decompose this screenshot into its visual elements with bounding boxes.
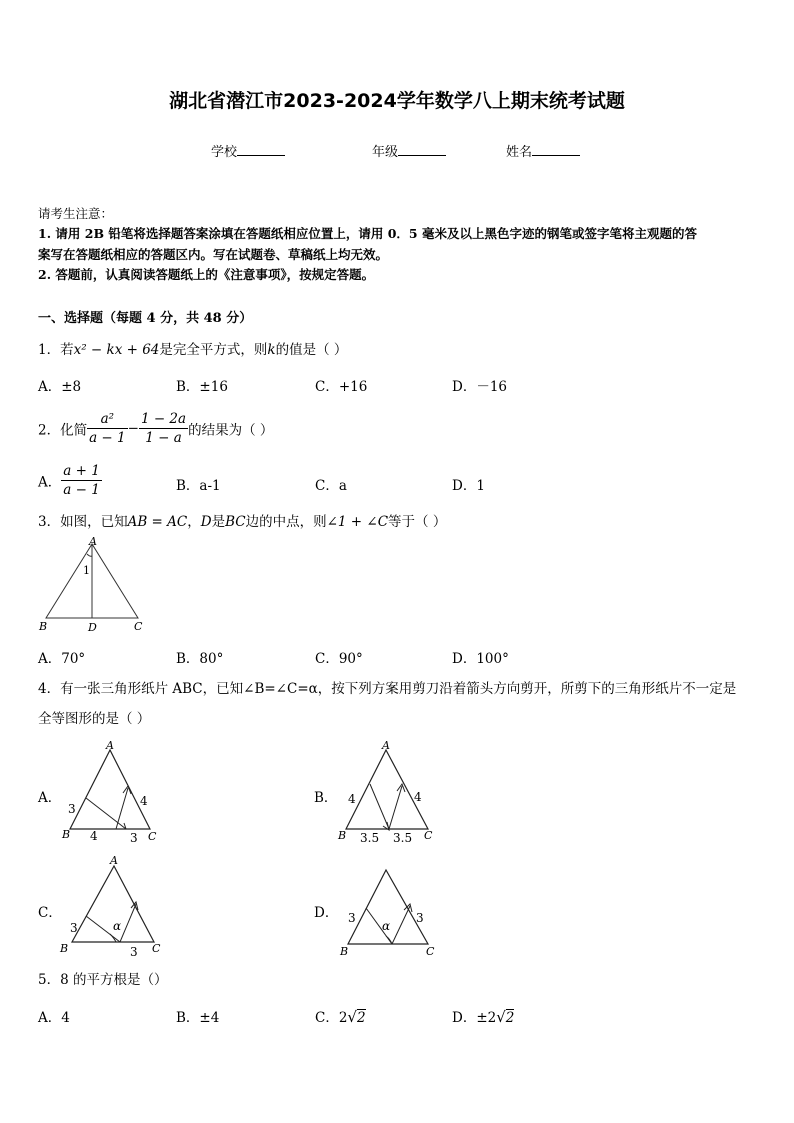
notice-line-2: 2. 答题前，认真阅读答题纸上的《注意事项》，按规定答题。 [38,267,375,282]
svg-text:3: 3 [416,911,424,925]
svg-text:C: C [152,942,161,955]
q4-figure-d [334,860,444,960]
svg-text:A: A [106,739,114,752]
sqrt-icon: √ [496,1008,506,1026]
notice-line-1a: 1. 请用 2B 铅笔将选择题答案涂填在答题纸相应位置上，请用 0．5 毫米及以上黑色字迹的钢笔或签字笔将主观题的答 [38,226,697,241]
svg-text:3: 3 [130,831,138,844]
q3-label-1: 1 [83,564,90,577]
question-5: 5．8 的平方根是（） [38,972,168,988]
svg-text:4: 4 [90,829,98,843]
notice-line-1b: 案写在答题纸相应的答题区内。写在试题卷、草稿纸上均无效。 [38,247,389,262]
question-4-line-1: 4．有一张三角形纸片 ABC，已知∠B=∠C=α，按下列方案用剪刀沿着箭头方向剪开，所剪下的三角形纸片不一定是 [38,681,737,697]
svg-text:B: B [60,942,69,955]
q3-label-d: D [88,621,97,634]
q5-option-a: A．4 [38,1010,70,1026]
question-2: 2．化简 $\frac{\text{a²}}{a - 1}$ − $\frac{1 - 2a}{1 - a}$ 的结果为（ ） [38,411,274,446]
svg-text:B: B [340,945,349,958]
question-4-line-2: 全等图形的是（ ） [38,711,151,727]
question-1: 1．若x² − kx + 64是完全平方式，则k的值是（ ） [38,342,348,358]
svg-text:A: A [110,854,118,867]
svg-text:3.5: 3.5 [360,831,380,844]
q3-label-a: A [89,535,97,548]
svg-text:4: 4 [414,790,422,804]
school-field: 学校 [211,141,285,160]
section-heading: 一、选择题（每题 4 分，共 48 分） [38,311,253,326]
svg-text:α: α [382,919,391,933]
svg-text:A: A [382,739,390,752]
q4-figure-c [58,852,168,958]
svg-text:4: 4 [140,794,148,808]
q3-label-b: B [39,620,48,633]
svg-text:3: 3 [130,945,138,958]
sqrt-icon: √ [347,1008,357,1026]
q1-option-b: B．±16 [176,379,228,395]
grade-field: 年级 [372,141,446,160]
q4-option-a-label: A． [38,790,62,806]
svg-text:4: 4 [348,792,356,806]
q4-figure-b [334,738,444,844]
q3-option-a: A．70° [38,651,86,667]
svg-text:3: 3 [348,911,356,925]
q2-option-a: A． $\frac{a + 1}{a - 1}$ [38,463,100,498]
q5-option-c: C．2√2 [315,1008,366,1026]
q4-option-c-label: C． [38,905,62,921]
q5-option-d: D．±2√2 [452,1008,515,1026]
notice-heading: 请考生注意： [38,206,114,221]
svg-text:C: C [148,830,157,843]
q3-option-c: C．90° [315,651,363,667]
q3-label-c: C [134,620,143,633]
q4-figure-a [58,738,168,844]
q2-fraction-1: $\frac{\text{a²}}{a - 1}$ [89,411,126,446]
q3-option-b: B．80° [176,651,224,667]
svg-text:B: B [338,829,347,842]
q1-option-d: D．－16 [452,379,508,395]
q2-option-b: B．a-1 [176,478,221,494]
svg-text:B: B [62,828,71,841]
question-3: 3．如图，已知AB = AC，D是BC边的中点，则∠1 + ∠C等于（ ） [38,514,447,530]
q1-option-c: C．+16 [315,379,368,395]
page-title: 湖北省潜江市2023-2024学年数学八上期末统考试题 [169,90,625,112]
q5-option-b: B．±4 [176,1010,220,1026]
q2-option-d: D．1 [452,478,485,494]
svg-text:3.5: 3.5 [393,831,413,844]
svg-text:α: α [113,919,122,933]
svg-text:C: C [424,829,433,842]
q2-option-c: C．a [315,478,347,494]
q3-option-d: D．100° [452,651,509,667]
svg-text:3: 3 [68,802,76,816]
q1-option-a: A．±8 [38,379,82,395]
q2-fraction-2: $\frac{1 - 2a}{1 - a}$ [140,411,187,446]
q3-triangle-figure [34,534,154,636]
q4-option-b-label: B． [314,790,338,806]
q4-option-d-label: D． [314,905,339,921]
svg-text:3: 3 [70,921,78,935]
svg-text:C: C [426,945,435,958]
name-field: 姓名 [506,141,580,160]
